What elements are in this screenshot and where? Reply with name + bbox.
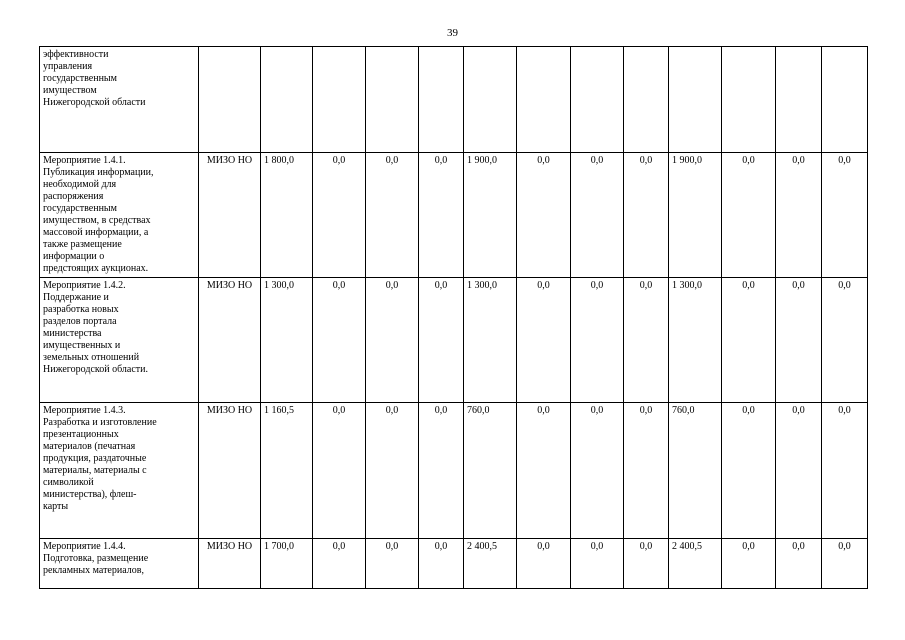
value-cell xyxy=(722,47,776,153)
description-line: разделов портала xyxy=(43,316,117,327)
value-cell xyxy=(571,47,624,153)
executor-cell: МИЗО НО xyxy=(199,153,261,278)
financing-table xyxy=(39,46,868,589)
description-line: Разработка и изготовление xyxy=(43,417,157,428)
description-line: земельных отношений xyxy=(43,352,140,363)
value-cell: 0,0 xyxy=(571,278,624,403)
value-cell: 0,0 xyxy=(517,403,571,539)
value-cell: 1 300,0 xyxy=(669,278,722,403)
description-line: управления xyxy=(43,61,93,72)
value-cell: 0,0 xyxy=(366,539,419,589)
value-cell: 1 160,5 xyxy=(261,403,313,539)
description-line: предстоящих аукционах. xyxy=(43,263,149,274)
description-line: информации о xyxy=(43,251,105,262)
value-cell: 1 900,0 xyxy=(464,153,517,278)
value-cell: 1 900,0 xyxy=(669,153,722,278)
value-cell: 0,0 xyxy=(419,539,464,589)
value-cell: 0,0 xyxy=(419,153,464,278)
description-line: Нижегородской области xyxy=(43,97,146,108)
value-cell: 0,0 xyxy=(366,403,419,539)
value-cell: 0,0 xyxy=(722,539,776,589)
description-line: рекламных материалов, xyxy=(43,565,144,576)
executor-cell: МИЗО НО xyxy=(199,278,261,403)
value-cell: 0,0 xyxy=(419,403,464,539)
description-line: Нижегородской области. xyxy=(43,364,149,375)
description-line: государственным xyxy=(43,73,117,84)
description-line: Публикация информации, xyxy=(43,167,154,178)
value-cell: 1 300,0 xyxy=(261,278,313,403)
value-cell: 0,0 xyxy=(822,153,868,278)
value-cell: 0,0 xyxy=(571,153,624,278)
table-row xyxy=(40,47,868,153)
value-cell: 760,0 xyxy=(669,403,722,539)
value-cell: 0,0 xyxy=(624,153,669,278)
value-cell xyxy=(624,47,669,153)
description-line: разработка новых xyxy=(43,304,119,315)
value-cell: 760,0 xyxy=(464,403,517,539)
description-line: карты xyxy=(43,501,69,512)
description-line: материалы, материалы с xyxy=(43,465,147,476)
value-cell xyxy=(313,47,366,153)
description-line: Мероприятие 1.4.2. xyxy=(43,280,126,291)
value-cell: 0,0 xyxy=(722,278,776,403)
value-cell xyxy=(822,47,868,153)
value-cell: 1 300,0 xyxy=(464,278,517,403)
value-cell: 0,0 xyxy=(313,403,366,539)
value-cell: 0,0 xyxy=(517,153,571,278)
executor-cell xyxy=(199,47,261,153)
description-line: государственным xyxy=(43,203,117,214)
description-line: имущественных и xyxy=(43,340,121,351)
value-cell: 0,0 xyxy=(313,153,366,278)
description-line: материалов (печатная xyxy=(43,441,136,452)
value-cell: 0,0 xyxy=(517,278,571,403)
description-line: массовой информации, а xyxy=(43,227,149,238)
activity-description xyxy=(40,539,199,589)
table-row xyxy=(40,403,868,539)
description-line: презентационных xyxy=(43,429,119,440)
description-line: Мероприятие 1.4.4. xyxy=(43,541,126,552)
value-cell: 0,0 xyxy=(313,539,366,589)
value-cell: 0,0 xyxy=(366,278,419,403)
description-line: распоряжения xyxy=(43,191,104,202)
executor-cell: МИЗО НО xyxy=(199,403,261,539)
description-line: Мероприятие 1.4.1. xyxy=(43,155,126,166)
value-cell: 0,0 xyxy=(517,539,571,589)
value-cell xyxy=(261,47,313,153)
value-cell: 0,0 xyxy=(722,153,776,278)
value-cell xyxy=(366,47,419,153)
value-cell xyxy=(669,47,722,153)
value-cell: 0,0 xyxy=(366,153,419,278)
value-cell: 0,0 xyxy=(722,403,776,539)
value-cell: 0,0 xyxy=(313,278,366,403)
value-cell: 0,0 xyxy=(624,278,669,403)
value-cell: 1 700,0 xyxy=(261,539,313,589)
value-cell xyxy=(419,47,464,153)
description-line: имуществом xyxy=(43,85,97,96)
value-cell: 0,0 xyxy=(776,403,822,539)
value-cell: 2 400,5 xyxy=(464,539,517,589)
description-line: имуществом, в средствах xyxy=(43,215,151,226)
value-cell: 0,0 xyxy=(571,403,624,539)
description-line: Поддержание и xyxy=(43,292,109,303)
activity-description xyxy=(40,403,199,539)
value-cell: 0,0 xyxy=(624,539,669,589)
value-cell xyxy=(776,47,822,153)
value-cell: 0,0 xyxy=(419,278,464,403)
description-line: эффективности xyxy=(43,49,109,60)
value-cell: 1 800,0 xyxy=(261,153,313,278)
activity-description xyxy=(40,153,199,278)
executor-cell: МИЗО НО xyxy=(199,539,261,589)
value-cell: 0,0 xyxy=(776,153,822,278)
value-cell: 0,0 xyxy=(822,403,868,539)
value-cell: 0,0 xyxy=(822,539,868,589)
value-cell: 0,0 xyxy=(776,539,822,589)
table-row xyxy=(40,153,868,278)
value-cell xyxy=(464,47,517,153)
description-line: Мероприятие 1.4.3. xyxy=(43,405,126,416)
description-line: Подготовка, размещение xyxy=(43,553,149,564)
value-cell: 2 400,5 xyxy=(669,539,722,589)
table-row xyxy=(40,539,868,589)
table-row xyxy=(40,278,868,403)
description-line: также размещение xyxy=(43,239,122,250)
value-cell: 0,0 xyxy=(776,278,822,403)
value-cell: 0,0 xyxy=(822,278,868,403)
page-number: 39 xyxy=(447,27,458,39)
description-line: символикой xyxy=(43,477,94,488)
value-cell: 0,0 xyxy=(571,539,624,589)
description-line: продукция, раздаточные xyxy=(43,453,147,464)
value-cell: 0,0 xyxy=(624,403,669,539)
description-line: министерства xyxy=(43,328,102,339)
activity-description xyxy=(40,47,199,153)
description-line: необходимой для xyxy=(43,179,117,190)
value-cell xyxy=(517,47,571,153)
description-line: министерства), флеш- xyxy=(43,489,137,500)
activity-description xyxy=(40,278,199,403)
